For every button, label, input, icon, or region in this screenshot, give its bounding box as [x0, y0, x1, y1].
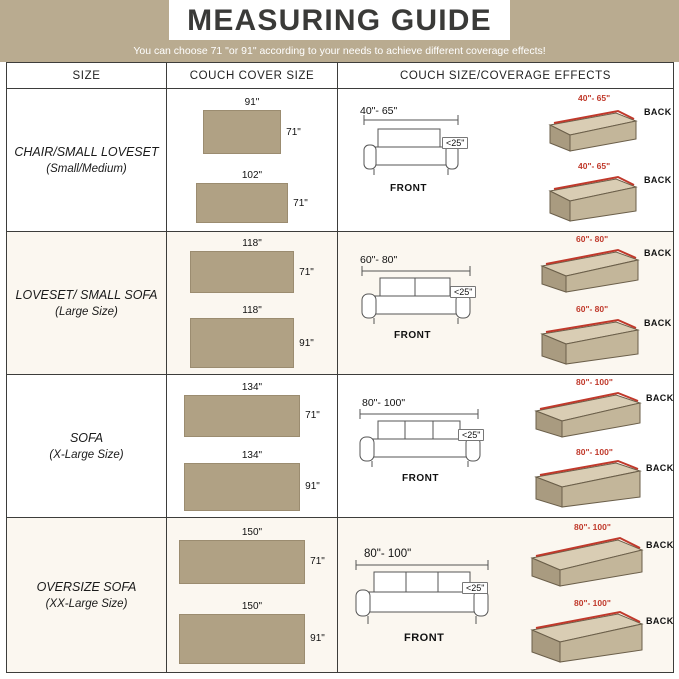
size-cell [7, 518, 167, 673]
sofa-back-svg [526, 532, 646, 594]
size-subtitle: (XX-Large Size) [45, 597, 128, 610]
cover-width-label: 150" [241, 600, 263, 612]
back-view-illustration [534, 93, 670, 157]
coverage-effects-cell [338, 518, 674, 673]
cover-height-label: 91" [305, 481, 320, 492]
cover-height-label: 91" [299, 337, 314, 349]
table-row [7, 375, 674, 518]
cover-swatch [203, 110, 281, 154]
table-row [7, 518, 674, 673]
cover-width-label: 134" [241, 381, 263, 393]
cover-swatch-group [190, 238, 314, 293]
back-view-illustration [526, 377, 672, 443]
back-label: BACK [646, 616, 674, 626]
column-header-size: SIZE [7, 63, 167, 89]
back-view-illustration [530, 304, 670, 370]
size-subtitle: (Small/Medium) [46, 162, 127, 175]
sofa-back-svg [540, 103, 640, 159]
front-view-illustration [346, 242, 526, 367]
cover-swatch [184, 395, 300, 437]
back-label: BACK [644, 248, 672, 258]
front-range-label: 80"- 100" [362, 397, 406, 409]
cover-swatch-group [184, 450, 320, 511]
subtitle-bar: You can choose 71 "or 91" according to your needs to achieve different coverage effects! [0, 40, 679, 62]
cover-swatch [179, 540, 305, 584]
page-title: MEASURING GUIDE [187, 4, 492, 37]
cover-swatch [179, 614, 305, 664]
depth-label: <25" [450, 286, 476, 298]
cover-swatch-group [184, 382, 320, 437]
front-label: FRONT [402, 473, 439, 484]
cover-width-label: 134" [241, 449, 263, 461]
cover-swatch-group [179, 527, 325, 584]
cover-width-label: 102" [241, 170, 263, 181]
cover-height-label: 71" [305, 410, 320, 421]
cover-swatch [184, 463, 300, 511]
cover-width-label: 91" [244, 97, 260, 108]
back-label: BACK [644, 318, 672, 328]
back-label: BACK [644, 175, 672, 185]
back-range-label: 80"- 100" [576, 447, 613, 457]
size-title: LOVESET/ SMALL SOFA [15, 287, 158, 302]
depth-label: <25" [462, 582, 488, 594]
front-view-illustration [346, 385, 526, 510]
back-range-label: 60"- 80" [576, 304, 609, 314]
coverage-effects-cell [338, 375, 674, 518]
back-label: BACK [646, 463, 674, 473]
size-title: SOFA [69, 430, 104, 445]
cover-swatch [190, 251, 294, 293]
size-cell [7, 89, 167, 232]
front-label: FRONT [390, 183, 427, 194]
cover-swatch [196, 183, 288, 223]
front-label: FRONT [394, 330, 431, 341]
sofa-back-svg [526, 608, 646, 668]
coverage-effects-cell [338, 232, 674, 375]
sofa-back-svg [540, 171, 640, 227]
size-title: OVERSIZE SOFA [36, 579, 137, 594]
back-range-label: 40"- 65" [578, 161, 611, 171]
back-view-illustration [530, 234, 670, 300]
coverage-effects-cell [338, 89, 674, 232]
column-header-effects: COUCH SIZE/COVERAGE EFFECTS [338, 63, 674, 89]
sofa-back-svg [534, 244, 642, 302]
cover-swatch-group [179, 601, 325, 664]
back-view-illustration [522, 522, 672, 594]
cover-size-cell [167, 375, 338, 518]
front-range-label: 80"- 100" [364, 548, 412, 560]
cover-size-cell [167, 518, 338, 673]
column-header-cover-size: COUCH COVER SIZE [167, 63, 338, 89]
cover-height-label: 71" [299, 266, 314, 278]
front-view-illustration [346, 536, 526, 661]
header [0, 0, 679, 62]
size-subtitle: (X-Large Size) [49, 448, 124, 461]
back-label: BACK [646, 393, 674, 403]
back-label: BACK [646, 540, 674, 550]
cover-height-label: 71" [310, 556, 325, 567]
size-cell [7, 232, 167, 375]
table-row [7, 89, 674, 232]
cover-width-label: 118" [242, 238, 262, 249]
sofa-back-svg [530, 457, 644, 513]
table-header-row [7, 63, 674, 89]
front-view-illustration [346, 99, 526, 224]
cover-size-cell [167, 232, 338, 375]
back-range-label: 40"- 65" [578, 93, 611, 103]
front-label: FRONT [404, 632, 445, 644]
back-range-label: 80"- 100" [576, 377, 613, 387]
back-view-illustration [534, 161, 670, 227]
back-range-label: 60"- 80" [576, 234, 609, 244]
cover-swatch-group [196, 170, 308, 223]
sofa-back-svg [534, 314, 642, 370]
cover-width-label: 150" [241, 526, 263, 538]
sofa-back-svg [530, 387, 644, 445]
size-subtitle: (Large Size) [55, 305, 118, 318]
back-range-label: 80"- 100" [574, 522, 611, 532]
front-range-label: 60"- 80" [360, 254, 398, 266]
table-row [7, 232, 674, 375]
cover-height-label: 71" [286, 126, 301, 138]
cover-size-cell [167, 89, 338, 232]
cover-swatch-group [190, 305, 314, 368]
cover-swatch [190, 318, 294, 368]
front-range-label: 40"- 65" [360, 105, 398, 117]
back-range-label: 80"- 100" [574, 598, 611, 608]
depth-label: <25" [442, 137, 468, 149]
cover-height-label: 91" [310, 633, 325, 644]
back-view-illustration [526, 447, 672, 513]
back-label: BACK [644, 107, 672, 117]
cover-height-label: 71" [293, 197, 308, 209]
cover-swatch-group [203, 97, 301, 154]
size-cell [7, 375, 167, 518]
size-title: CHAIR/SMALL LOVESET [14, 144, 159, 159]
depth-label: <25" [458, 429, 484, 441]
back-view-illustration [522, 598, 672, 670]
measuring-table [6, 62, 674, 673]
cover-width-label: 118" [242, 305, 262, 316]
